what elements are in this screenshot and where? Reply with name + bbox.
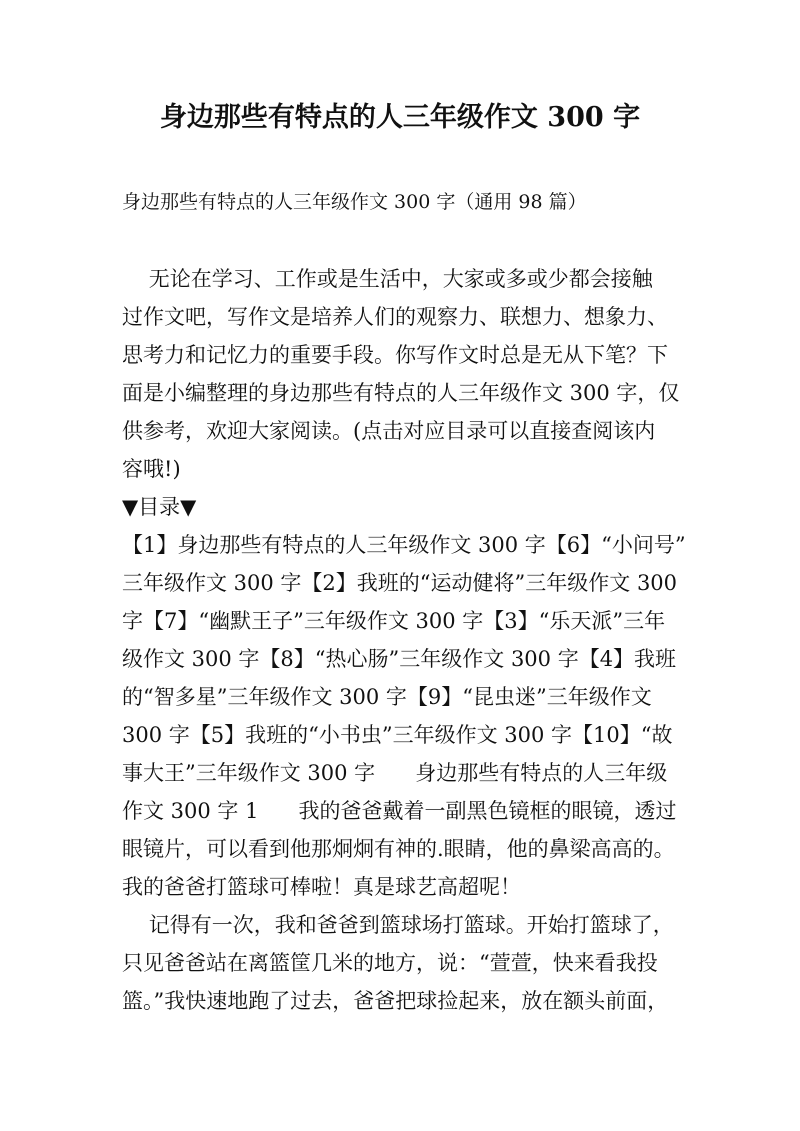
body-line: 记得有一次，我和爸爸到篮球场打篮球。开始打篮球了， (122, 913, 674, 937)
toc-line[interactable]: 事大王”三年级作文 300 字 身边那些有特点的人三年级 (122, 761, 668, 785)
toc-line[interactable]: 三年级作文 300 字【2】我班的“运动健将”三年级作文 300 (122, 571, 678, 595)
toc-line[interactable]: 字【7】“幽默王子”三年级作文 300 字【3】“乐天派”三年 (122, 609, 666, 633)
intro-line: 供参考，欢迎大家阅读。(点击对应目录可以直接查阅该内 (122, 419, 656, 443)
intro-line: 容哦!) (122, 457, 181, 481)
toc-heading: ▼目录▼ (122, 495, 197, 519)
intro-line: 思考力和记忆力的重要手段。你写作文时总是无从下笔？下 (122, 343, 668, 367)
document-title: 身边那些有特点的人三年级作文 300 字 (159, 102, 641, 133)
intro-line: 面是小编整理的身边那些有特点的人三年级作文 300 字，仅 (122, 381, 680, 405)
toc-line[interactable]: 的“智多星”三年级作文 300 字【9】“昆虫迷”三年级作文 (122, 685, 652, 709)
toc-line[interactable]: 300 字【5】我班的“小书虫”三年级作文 300 字【10】“故 (122, 723, 673, 747)
document-subtitle: 身边那些有特点的人三年级作文 300 字（通用 98 篇） (122, 191, 587, 213)
body-line: 只见爸爸站在离篮筐几米的地方，说：“萱萱，快来看我投 (122, 951, 658, 975)
toc-line[interactable]: 级作文 300 字【8】“热心肠”三年级作文 300 字【4】我班 (122, 647, 677, 671)
intro-line: 无论在学习、工作或是生活中，大家或多或少都会接触 (122, 267, 653, 291)
toc-line[interactable]: 【1】身边那些有特点的人三年级作文 300 字【6】“小问号” (122, 533, 686, 557)
body-line: 篮。”我快速地跑了过去，爸爸把球捡起来，放在额头前面， (122, 989, 669, 1013)
body-line: 眼镜片，可以看到他那炯炯有神的.眼睛，他的鼻梁高高的。 (122, 837, 675, 861)
body-line: 我的爸爸打篮球可棒啦！真是球艺高超呢！ (122, 875, 521, 899)
body-line: 作文 300 字 1 我的爸爸戴着一副黑色镜框的眼镜，透过 (122, 799, 677, 823)
intro-line: 过作文吧，写作文是培养人们的观察力、联想力、想象力、 (122, 305, 668, 329)
